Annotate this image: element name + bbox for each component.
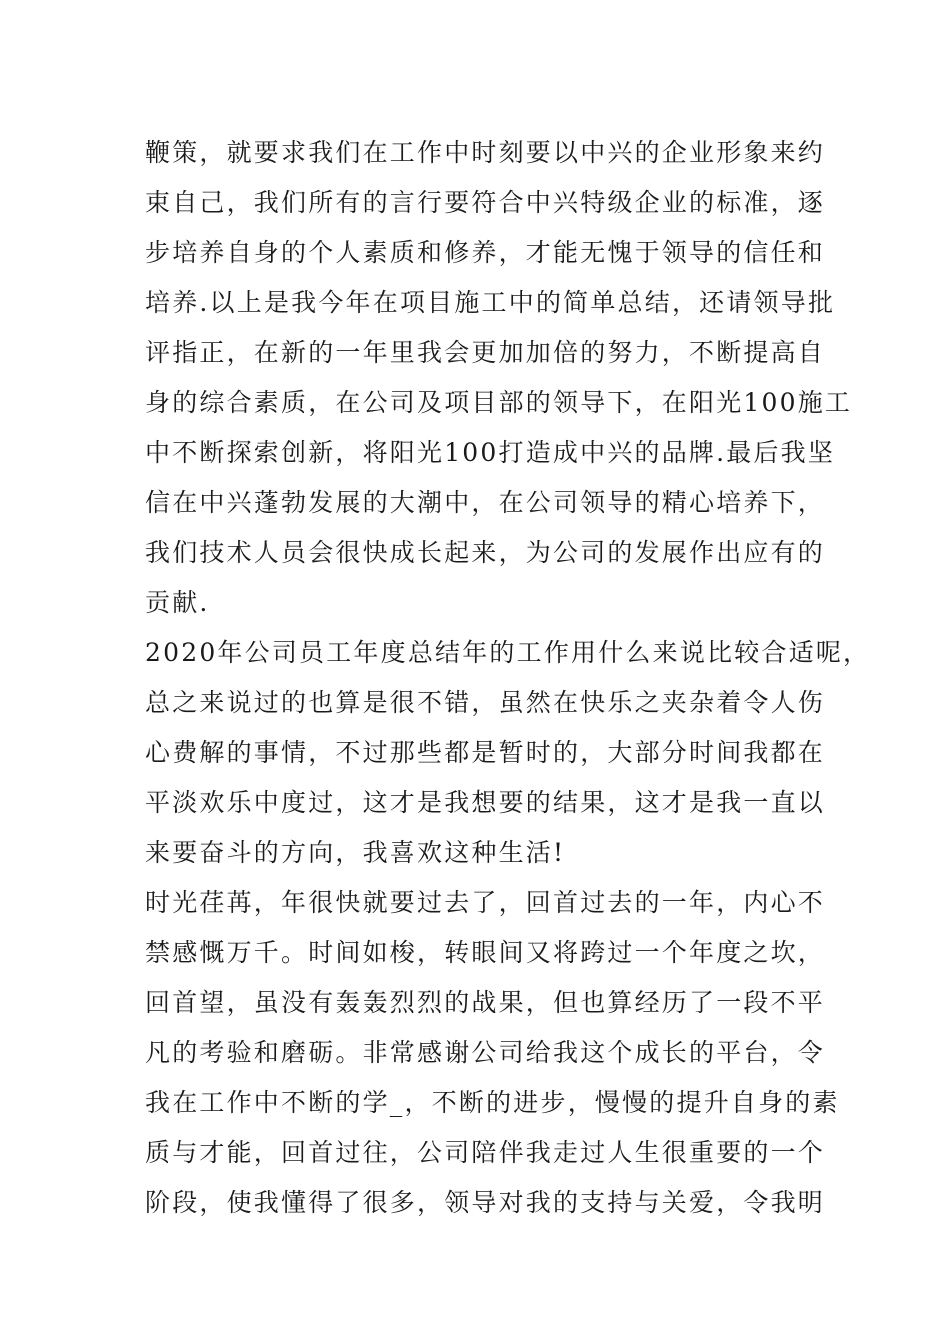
text-line: 禁感慨万千。时间如梭，转眼间又将跨过一个年度之坎， (145, 938, 826, 967)
text-line: 回首望，虽没有轰轰烈烈的战果，但也算经历了一段不平 (145, 988, 826, 1017)
text-line: 时光荏苒，年很快就要过去了，回首过去的一年，内心不 (145, 888, 826, 917)
text-line: 凡的考验和磨砺。非常感谢公司给我这个成长的平台，令 (145, 1038, 826, 1067)
text-line: 中不断探索创新，将阳光100打造成中兴的品牌.最后我坚 (145, 438, 836, 467)
text-line: 平淡欢乐中度过，这才是我想要的结果，这才是我一直以 (145, 788, 826, 817)
text-line: 步培养自身的个人素质和修养，才能无愧于领导的信任和 (145, 238, 826, 267)
text-line: 心费解的事情，不过那些都是暂时的，大部分时间我都在 (145, 738, 826, 767)
text-line: 束自己，我们所有的言行要符合中兴特级企业的标准，逐 (145, 188, 826, 217)
text-line: 贡献. (145, 588, 210, 617)
text-line: 我在工作中不断的学_，不断的进步，慢慢的提升自身的素 (145, 1088, 840, 1117)
text-line: 培养.以上是我今年在项目施工中的简单总结，还请领导批 (145, 288, 836, 317)
document-body (145, 128, 871, 1228)
text-line: 来要奋斗的方向，我喜欢这种生活! (145, 838, 566, 867)
text-line: 总之来说过的也算是很不错，虽然在快乐之夹杂着令人伤 (145, 688, 826, 717)
text-line: 我们技术人员会很快成长起来，为公司的发展作出应有的 (145, 538, 826, 567)
text-line: 身的综合素质，在公司及项目部的领导下，在阳光100施工 (145, 388, 853, 417)
text-line: 阶段，使我懂得了很多，领导对我的支持与关爱，令我明 (145, 1188, 826, 1217)
text-line: 信在中兴蓬勃发展的大潮中，在公司领导的精心培养下， (145, 488, 826, 517)
text-line: 2020年公司员工年度总结年的工作用什么来说比较合适呢， (145, 638, 871, 667)
text-line: 质与才能，回首过往，公司陪伴我走过人生很重要的一个 (145, 1138, 826, 1167)
text-line: 鞭策，就要求我们在工作中时刻要以中兴的企业形象来约 (145, 138, 826, 167)
text-line: 评指正，在新的一年里我会更加加倍的努力，不断提高自 (145, 338, 826, 367)
